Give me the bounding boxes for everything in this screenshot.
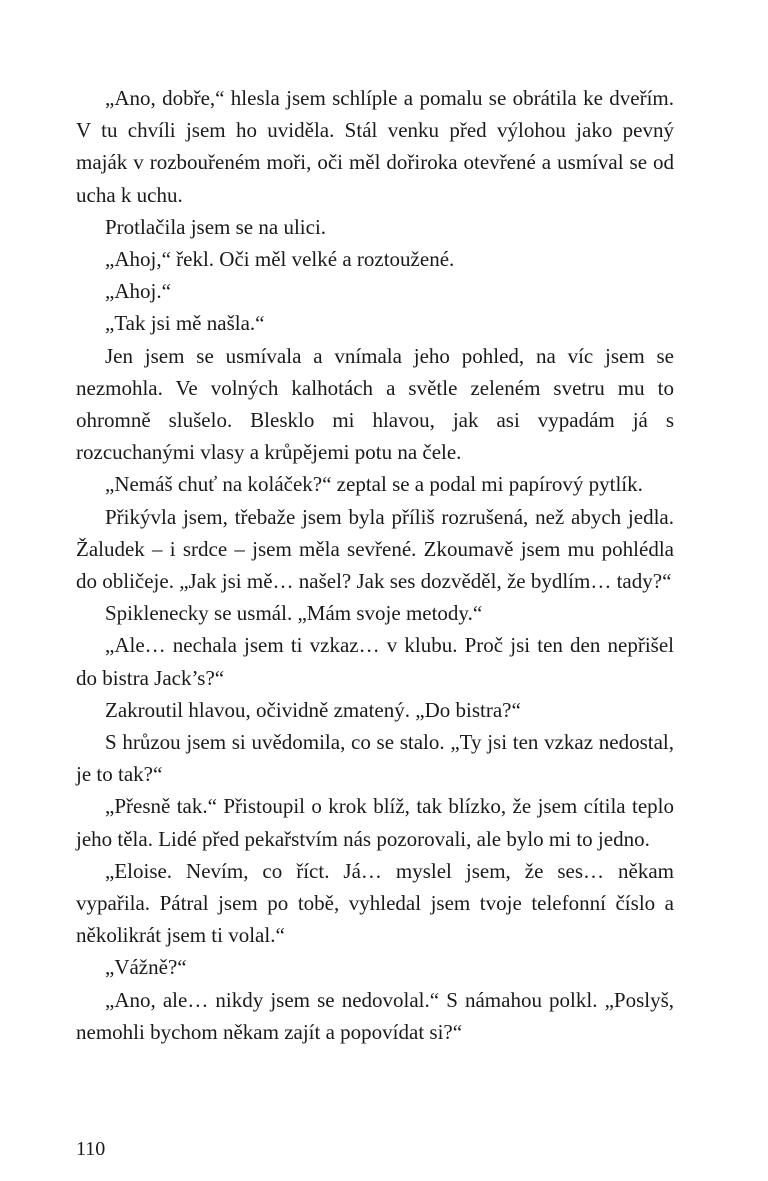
paragraph: Zakroutil hlavou, očividně zmatený. „Do bistra?“ (105, 697, 521, 722)
paragraph: Spiklenecky se usmál. „Mám svoje metody.“ (105, 601, 483, 626)
paragraph: „Vážně?“ (105, 955, 187, 980)
paragraph: Přikývla jsem, třebaže jsem byla příliš rozrušená, než abych jedla. Žaludek – i srdce – jsem měla sevřené. Zkoumavě jsem mu pohlédla do obličeje. „Jak jsi mě… našel? Jak ses dozvěděl, že bydlím… tady?“ (76, 504, 674, 594)
paragraph: Protlačila jsem se na ulici. (105, 214, 327, 239)
paragraph: „Ahoj,“ řekl. Oči měl velké a roztoužené. (105, 247, 455, 272)
paragraph: „Přesně tak.“ Přistoupil o krok blíž, tak blízko, že jsem cítila teplo jeho těla. Lidé před pekařstvím nás pozorovali, ale bylo mi to jedno. (76, 794, 674, 851)
paragraph: „Ano, ale… nikdy jsem se nedovolal.“ S námahou polkl. „Poslyš, nemohli bychom někam zajít a popovídat si?“ (76, 987, 674, 1044)
paragraph: „Ahoj.“ (105, 279, 171, 304)
paragraph: „Eloise. Nevím, co říct. Já… myslel jsem, že ses… někam vypařila. Pátral jsem po tobě, vyhledal jsem tvoje telefonní číslo a několikrát jsem ti volal.“ (76, 858, 674, 948)
book-page-text (76, 82, 674, 1048)
paragraph: „Tak jsi mě našla.“ (105, 311, 265, 336)
paragraph: „Ale… nechala jsem ti vzkaz… v klubu. Proč jsi ten den nepřišel do bistra Jack’s?“ (76, 633, 674, 690)
page-number: 110 (76, 1138, 106, 1160)
paragraph: „Ano, dobře,“ hlesla jsem schlíple a pomalu se obrátila ke dveřím. V tu chvíli jsem ho uviděla. Stál venku před výlohou jako pevný maják v rozbouřeném moři, oči měl dořiroka otevřené a usmíval se od ucha k uchu. (76, 86, 674, 207)
paragraph: „Nemáš chuť na koláček?“ zeptal se a podal mi papírový pytlík. (105, 472, 643, 497)
paragraph: Jen jsem se usmívala a vnímala jeho pohled, na víc jsem se nezmohla. Ve volných kalhotách a světle zeleném svetru mu to ohromně slušelo. Blesklo mi hlavou, jak asi vypadám já s rozcuchanými vlasy a krůpějemi potu na čele. (76, 343, 674, 465)
paragraph: S hrůzou jsem si uvědomila, co se stalo. „Ty jsi ten vzkaz nedostal, je to tak?“ (76, 730, 674, 787)
